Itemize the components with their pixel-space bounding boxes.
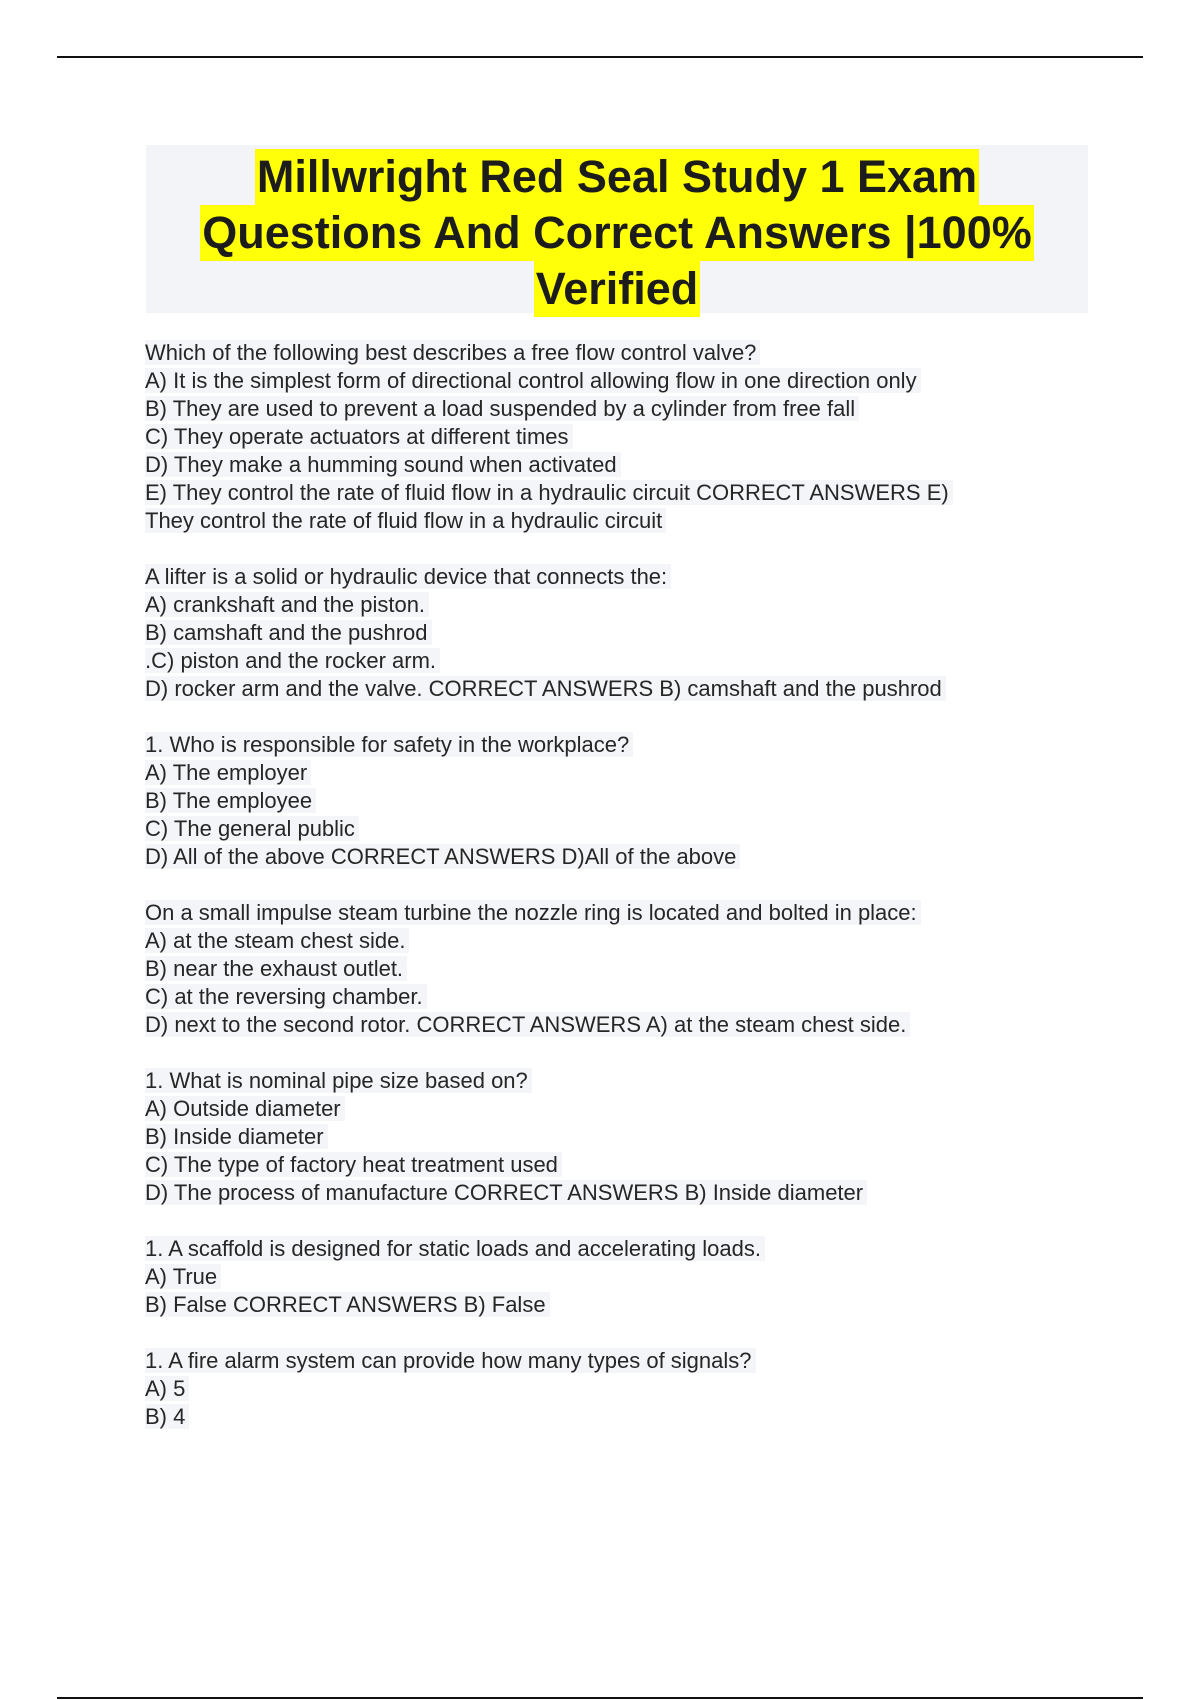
line-text: B) Inside diameter [145,1124,328,1149]
answer-option [145,367,1085,395]
line-text: On a small impulse steam turbine the nozzle ring is located and bolted in place: [145,900,921,925]
answer-option [145,843,1085,871]
line-text: D) The process of manufacture CORRECT ANSWERS B) Inside diameter [145,1180,867,1205]
line-text: A) True [145,1264,221,1289]
title-line: Millwright Red Seal Study 1 Exam [255,149,979,205]
line-text: A) at the steam chest side. [145,928,409,953]
line-text: A lifter is a solid or hydraulic device that connects the: [145,564,671,589]
document-title [146,145,1088,313]
line-text: 1. What is nominal pipe size based on? [145,1068,532,1093]
question-block [145,1235,1085,1319]
line-text: B) camshaft and the pushrod [145,620,432,645]
question-text [145,1235,1085,1263]
line-text: E) They control the rate of fluid flow in a hydraulic circuit CORRECT ANSWERS E) [145,480,953,505]
line-text: A) The employer [145,760,311,785]
line-text: D) next to the second rotor. CORRECT ANSWERS A) at the steam chest side. [145,1012,910,1037]
title-line: Questions And Correct Answers |100% [200,205,1034,261]
line-text: D) All of the above CORRECT ANSWERS D)All of the above [145,844,740,869]
line-text: C) at the reversing chamber. [145,984,427,1009]
question-block [145,563,1085,703]
answer-option [145,1403,1085,1431]
bottom-divider [57,1697,1143,1699]
answer-option [145,1011,1085,1039]
answer-option [145,1095,1085,1123]
line-text: Which of the following best describes a free flow control valve? [145,340,760,365]
answer-option [145,1179,1085,1207]
line-text: D) They make a humming sound when activated [145,452,621,477]
question-list [145,339,1085,1459]
answer-option [145,927,1085,955]
line-text: C) The general public [145,816,359,841]
answer-option [145,619,1085,647]
answer-option [145,451,1085,479]
answer-option [145,983,1085,1011]
question-text [145,339,1085,367]
line-text: B) near the exhaust outlet. [145,956,407,981]
line-text: B) The employee [145,788,316,813]
question-block [145,1067,1085,1207]
line-text: C) They operate actuators at different times [145,424,573,449]
line-text: 1. A scaffold is designed for static loads and accelerating loads. [145,1236,765,1261]
line-text: D) rocker arm and the valve. CORRECT ANSWERS B) camshaft and the pushrod [145,676,946,701]
top-divider [57,56,1143,58]
line-text: B) 4 [145,1404,189,1429]
line-text: B) False CORRECT ANSWERS B) False [145,1292,550,1317]
answer-option [145,1291,1085,1319]
line-text: They control the rate of fluid flow in a hydraulic circuit [145,508,666,533]
answer-option [145,1151,1085,1179]
question-block [145,731,1085,871]
line-text: 1. A fire alarm system can provide how many types of signals? [145,1348,756,1373]
answer-option [145,423,1085,451]
line-text: A) Outside diameter [145,1096,345,1121]
line-text: C) The type of factory heat treatment used [145,1152,562,1177]
answer-option [145,1263,1085,1291]
question-block [145,339,1085,535]
line-text: 1. Who is responsible for safety in the workplace? [145,732,633,757]
line-text: A) crankshaft and the piston. [145,592,429,617]
question-text [145,731,1085,759]
answer-option [145,675,1085,703]
question-text [145,563,1085,591]
answer-option [145,591,1085,619]
answer-option [145,395,1085,423]
answer-option [145,507,1085,535]
line-text: .C) piston and the rocker arm. [145,648,440,673]
answer-option [145,1375,1085,1403]
title-line: Verified [534,261,701,317]
answer-option [145,787,1085,815]
question-text [145,1347,1085,1375]
answer-option [145,815,1085,843]
answer-option [145,479,1085,507]
line-text: A) It is the simplest form of directional control allowing flow in one direction only [145,368,921,393]
question-block [145,1347,1085,1431]
answer-option [145,1123,1085,1151]
question-text [145,899,1085,927]
answer-option [145,759,1085,787]
question-text [145,1067,1085,1095]
answer-option [145,647,1085,675]
question-block [145,899,1085,1039]
answer-option [145,955,1085,983]
line-text: A) 5 [145,1376,189,1401]
line-text: B) They are used to prevent a load suspended by a cylinder from free fall [145,396,859,421]
